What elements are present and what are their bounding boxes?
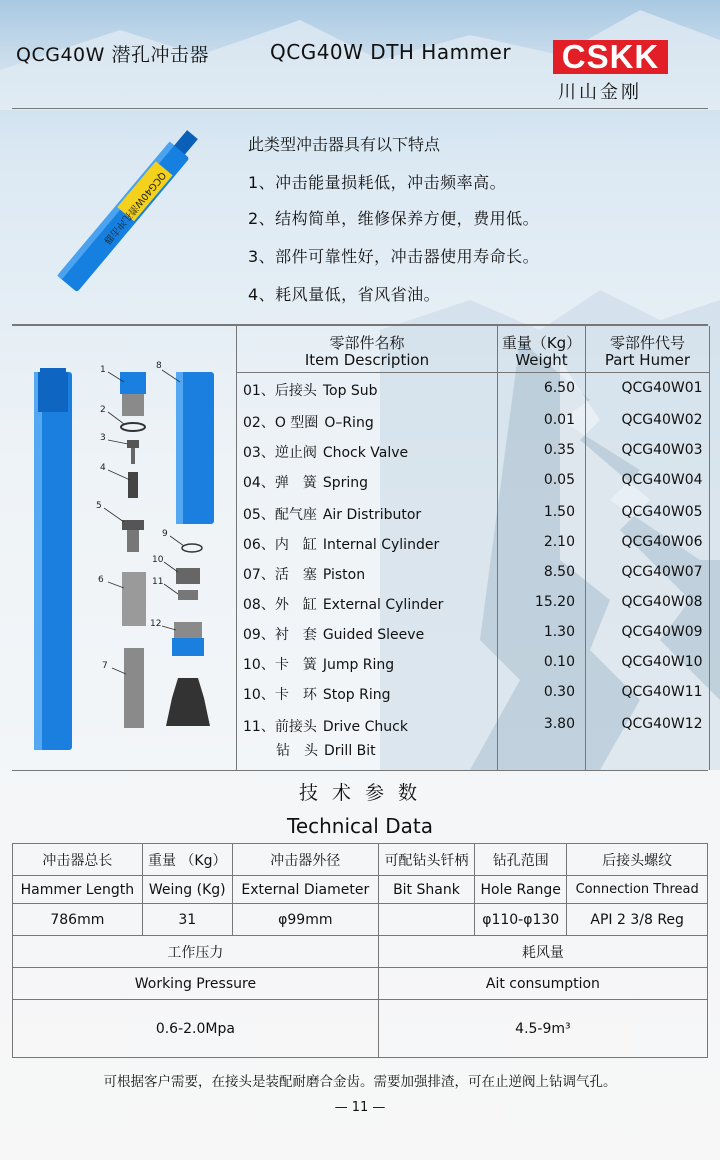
diagram-number: 5 — [96, 501, 102, 511]
part-weight: 2.10 — [543, 534, 575, 550]
part-weight: 1.30 — [543, 624, 575, 640]
tech-header-cn: 后接头螺纹 — [567, 844, 708, 876]
diagram-number: 10 — [152, 555, 164, 565]
part-number: 10、 — [243, 687, 275, 703]
part-weight: 0.30 — [543, 684, 575, 700]
diagram-number: 4 — [100, 463, 106, 473]
part-row-desc — [243, 504, 421, 524]
part-weight: 1.50 — [543, 504, 575, 520]
tech-header-en: Weing (Kg) — [142, 876, 232, 904]
part-name-en: Drive Chuck — [322, 719, 408, 735]
logo-subtitle: 川山金刚 — [558, 82, 642, 103]
feature-item: 1、冲击能量损耗低，冲击频率高。 — [248, 173, 507, 192]
part-name-en: Air Distributor — [322, 507, 422, 523]
feature-item: 3、部件可靠性好，冲击器使用寿命长。 — [248, 247, 540, 266]
part-row-desc — [243, 564, 365, 584]
part-code: QCG40W05 — [621, 504, 703, 520]
part-weight: 0.01 — [543, 412, 575, 428]
part-row-desc — [243, 624, 424, 644]
tech-value: API 2 3/8 Reg — [567, 904, 708, 936]
part-name-cn: 活 塞 — [274, 567, 317, 583]
cskk-logo: CSKK — [553, 40, 668, 74]
product-label: QCG40W潜孔冲击器 — [101, 169, 168, 246]
part-row-desc — [243, 740, 376, 760]
tech-header-en: Bit Shank — [378, 876, 474, 904]
part-name-cn: 卡 簧 — [274, 657, 317, 673]
part-name-en: Piston — [322, 567, 366, 583]
part-code: QCG40W11 — [621, 684, 703, 700]
col-header-weight: 重量（Kg） Weight — [501, 334, 582, 369]
technical-note: 可根据客户需要，在接头是装配耐磨合金齿。需要加强排渣，可在止逆阀上钻调气孔。 — [103, 1074, 617, 1090]
part-weight: 3.80 — [543, 716, 575, 732]
tech-value: 31 — [142, 904, 232, 936]
part-name-cn: 逆止阀 — [274, 445, 317, 461]
part-number: 07、 — [243, 567, 275, 583]
tech-header-en: Connection Thread — [567, 876, 708, 904]
part-name-en: Internal Cylinder — [322, 537, 440, 553]
features-section — [12, 108, 708, 325]
part-number: 09、 — [243, 627, 275, 643]
diagram-number: 7 — [102, 661, 108, 671]
part-number: 01、 — [243, 383, 275, 399]
part-name-en: External Cylinder — [322, 597, 444, 613]
part-row-desc — [243, 534, 439, 554]
diagram-number: 12 — [150, 619, 162, 629]
tech-header-cn: 钻孔范围 — [475, 844, 567, 876]
part-code: QCG40W08 — [621, 594, 703, 610]
part-code: QCG40W03 — [621, 442, 703, 458]
part-number: 05、 — [243, 507, 275, 523]
part-row-desc — [243, 412, 374, 432]
part-number: 03、 — [243, 445, 275, 461]
col-header-desc: 零部件名称 Item Description — [304, 334, 430, 369]
part-weight: 0.10 — [543, 654, 575, 670]
part-code: QCG40W06 — [621, 534, 703, 550]
part-name-en: Jump Ring — [322, 657, 395, 673]
part-row-desc — [243, 716, 408, 736]
part-code: QCG40W12 — [621, 716, 703, 732]
part-row-desc — [243, 594, 443, 614]
part-number: 08、 — [243, 597, 275, 613]
diagram-number: 2 — [100, 405, 106, 415]
tech-header-en: Hammer Length — [13, 876, 143, 904]
pressure-value: 0.6-2.0Mpa — [13, 1000, 379, 1058]
title-chinese: QCG40W 潜孔冲击器 — [16, 44, 209, 66]
part-number: 10、 — [243, 657, 275, 673]
tech-value: φ110-φ130 — [475, 904, 567, 936]
title-english: QCG40W DTH Hammer — [270, 40, 512, 64]
feature-item: 4、耗风量低，省风省油。 — [248, 285, 441, 304]
feature-item: 2、结构简单，维修保养方便，费用低。 — [248, 209, 540, 228]
part-weight: 8.50 — [543, 564, 575, 580]
exploded-view-diagram — [12, 326, 236, 770]
part-name-cn: 钻 头 — [276, 743, 318, 759]
tech-value: φ99mm — [232, 904, 378, 936]
tech-header-cn: 可配钻头钎柄 — [378, 844, 474, 876]
part-name-en: Spring — [322, 475, 369, 491]
tech-header-cn: 冲击器总长 — [13, 844, 143, 876]
diagram-number: 9 — [162, 529, 168, 539]
part-number: 06、 — [243, 537, 275, 553]
part-code: QCG40W04 — [621, 472, 703, 488]
part-weight: 0.05 — [543, 472, 575, 488]
part-name-cn: 卡 环 — [274, 687, 317, 703]
part-row-desc — [243, 654, 394, 674]
pressure-header-cn: 工作压力 — [13, 936, 379, 968]
part-number: 02、 — [243, 415, 275, 431]
diagram-number: 8 — [156, 361, 162, 371]
part-name-en: Stop Ring — [322, 687, 391, 703]
parts-table — [236, 326, 710, 770]
part-name-cn: 衬 套 — [274, 627, 317, 643]
parts-section — [12, 325, 708, 771]
part-row-desc — [243, 472, 368, 492]
part-name-cn: 配气座 — [274, 507, 317, 523]
col-header-code: 零部件代号 Part Humer — [604, 334, 691, 369]
part-name-en: O–Ring — [324, 415, 374, 431]
part-code: QCG40W07 — [621, 564, 703, 580]
part-name-en: Top Sub — [322, 383, 378, 399]
diagram-number: 3 — [100, 433, 106, 443]
part-row-desc — [243, 442, 408, 462]
part-row-desc — [243, 380, 378, 400]
part-weight: 6.50 — [543, 380, 575, 396]
tech-value: 786mm — [13, 904, 143, 936]
part-name-en: Drill Bit — [324, 743, 376, 759]
part-name-cn: 弹 簧 — [274, 475, 317, 491]
tech-header-cn: 重量 （Kg） — [142, 844, 232, 876]
part-code: QCG40W01 — [621, 380, 703, 396]
part-code: QCG40W10 — [621, 654, 703, 670]
part-number: 04、 — [243, 475, 275, 491]
technical-data-table — [12, 843, 708, 1058]
consumption-header-en: Ait consumption — [378, 968, 707, 1000]
tech-header-cn: 冲击器外径 — [232, 844, 378, 876]
part-name-en: Chock Valve — [322, 445, 409, 461]
part-weight: 15.20 — [534, 594, 575, 610]
part-code: QCG40W09 — [621, 624, 703, 640]
diagram-number: 6 — [98, 575, 104, 585]
page-number: — 11 — — [334, 1100, 386, 1115]
tech-header-en: Hole Range — [475, 876, 567, 904]
part-name-cn: 前接头 — [274, 719, 317, 735]
part-name-cn: 外 缸 — [274, 597, 317, 613]
part-code: QCG40W02 — [621, 412, 703, 428]
technical-data-title: 技 术 参 数 Technical Data — [287, 782, 433, 838]
tech-header-en: External Diameter — [232, 876, 378, 904]
part-name-cn: O 型圈 — [274, 415, 319, 431]
part-number: 11、 — [243, 719, 275, 735]
diagram-number: 11 — [152, 577, 164, 587]
consumption-value: 4.5-9m³ — [378, 1000, 707, 1058]
consumption-header-cn: 耗风量 — [378, 936, 707, 968]
part-weight: 0.35 — [543, 442, 575, 458]
part-row-desc — [243, 684, 390, 704]
part-name-cn: 后接头 — [274, 383, 317, 399]
part-name-en: Guided Sleeve — [322, 627, 425, 643]
hammer-product-image — [30, 120, 220, 310]
features-title: 此类型冲击器具有以下特点 — [248, 135, 441, 154]
tech-value — [378, 904, 474, 936]
part-name-cn: 内 缸 — [274, 537, 317, 553]
diagram-number: 1 — [100, 365, 106, 375]
pressure-header-en: Working Pressure — [13, 968, 379, 1000]
